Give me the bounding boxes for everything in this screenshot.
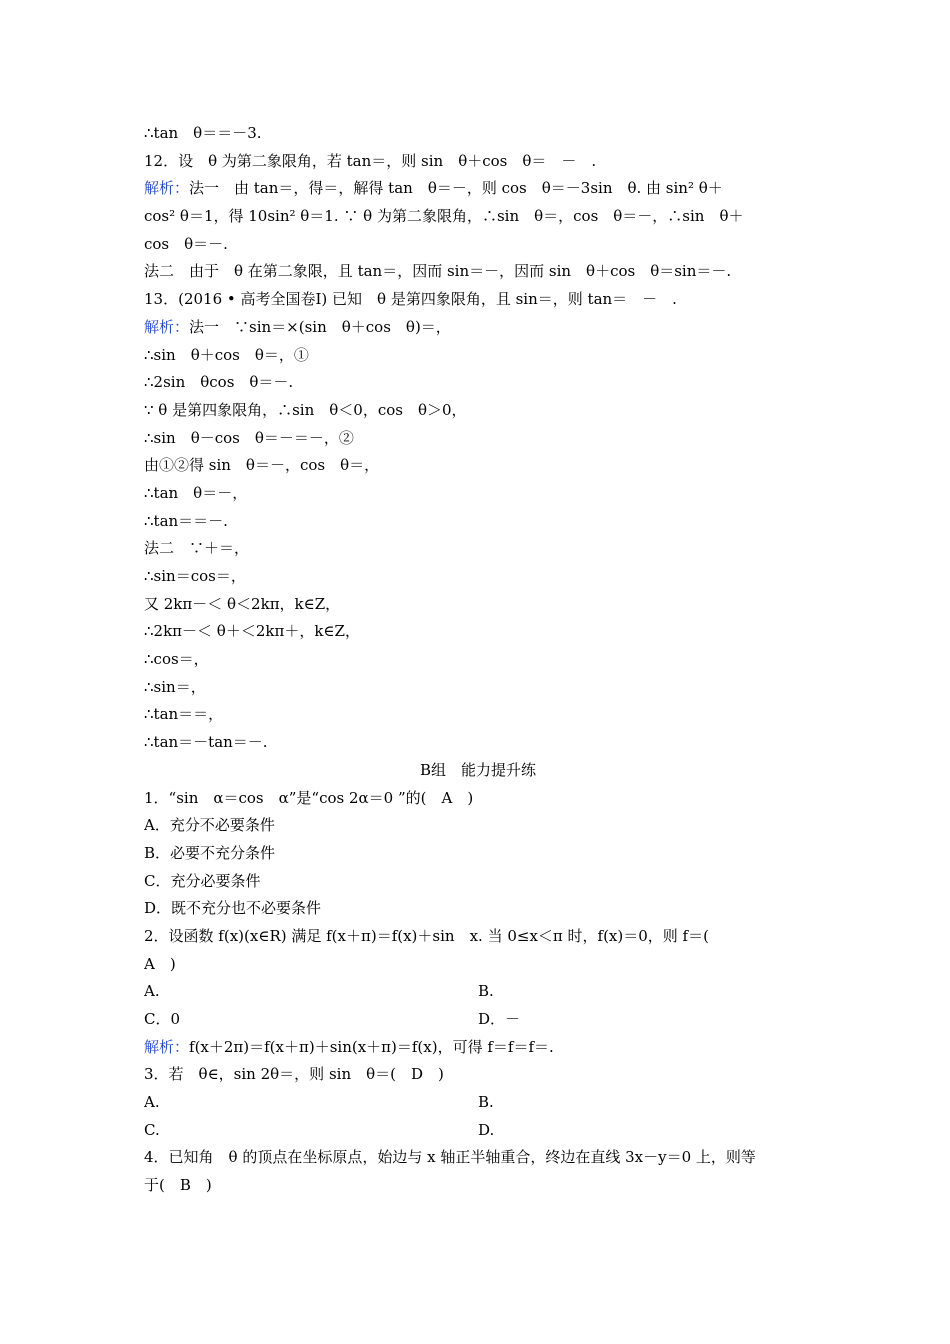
- analysis-text: 法一 ∵sin＝×(sin θ＋cos θ)＝，: [189, 317, 451, 336]
- text-line: cos θ＝－.: [144, 234, 228, 253]
- text-line: ∴2kπ－＜ θ＋＜2kπ＋，k∈Z，: [144, 622, 360, 641]
- analysis-line: [144, 175, 812, 203]
- text-line: ∴2sin θcos θ＝－.: [144, 373, 294, 392]
- text-line: 1．“sin α＝cos α”是“cos 2α＝0 ”的( A ): [144, 788, 474, 807]
- text-line: D．既不充分也不必要条件: [144, 899, 322, 918]
- text-line: ∴sin θ＋cos θ＝，①: [144, 345, 309, 364]
- text-line: ∴cos＝，: [144, 650, 209, 669]
- text-line: 3．若 θ∈，sin 2θ＝，则 sin θ＝( D ): [144, 1065, 444, 1084]
- text-line: ∴tan θ＝＝－3.: [144, 124, 262, 142]
- analysis-text: 法一 由 tan＝，得＝，解得 tan θ＝－，则 cos θ＝－3sin θ. 由 sin² θ＋: [189, 179, 723, 198]
- text-line: cos² θ＝1，得 10sin² θ＝1. ∵ θ 为第二象限角，∴sin θ＝，cos θ＝－，∴sin θ＋: [144, 207, 744, 226]
- text-line: 13．(2016 • 高考全国卷Ⅰ) 已知 θ 是第四象限角，且 sin＝，则 tan＝ － .: [144, 290, 677, 309]
- text-line: 12．设 θ 为第二象限角，若 tan＝，则 sin θ＋cos θ＝ － .: [144, 151, 597, 170]
- option-left: C．0: [144, 1010, 181, 1028]
- option-row: [144, 1089, 812, 1117]
- text-line: B．必要不充分条件: [144, 843, 276, 862]
- analysis-line: [144, 1034, 812, 1062]
- text-line: ∴tan＝＝，: [144, 705, 224, 724]
- option-right: D.: [478, 1120, 495, 1139]
- option-left: C.: [144, 1120, 160, 1139]
- text-line: 于( B ): [144, 1176, 212, 1195]
- analysis-text: f(x＋2π)＝f(x＋π)＋sin(x＋π)＝f(x)，可得 f＝f＝f＝.: [189, 1037, 554, 1056]
- section-heading: B组 能力提升练: [419, 760, 537, 779]
- option-row: [144, 1117, 812, 1145]
- analysis-label: 解析：: [144, 1037, 190, 1056]
- text-line: A ): [144, 954, 176, 973]
- text-line: 由①②得 sin θ＝－，cos θ＝，: [144, 456, 380, 475]
- text-line: ∴sin θ－cos θ＝－＝－，②: [144, 428, 354, 447]
- option-right: B.: [478, 982, 494, 1001]
- document-body: [144, 120, 812, 1200]
- option-left: A.: [144, 1093, 160, 1112]
- text-line: C．充分必要条件: [144, 871, 261, 890]
- text-line: ∴tan＝－tan＝－.: [144, 733, 268, 752]
- option-right: B.: [478, 1093, 494, 1112]
- text-line: ∴tan＝＝－.: [144, 511, 228, 530]
- text-line: A．充分不必要条件: [144, 816, 275, 835]
- analysis-line: [144, 314, 812, 342]
- text-line: 又 2kπ－＜ θ＜2kπ，k∈Z，: [144, 594, 341, 613]
- text-line: 2．设函数 f(x)(x∈R) 满足 f(x＋π)＝f(x)＋sin x. 当 0≤x＜π 时，f(x)＝0，则 f＝(: [144, 926, 709, 945]
- text-line: ∴sin＝，: [144, 677, 206, 696]
- analysis-label: 解析：: [144, 317, 190, 336]
- text-line: 法二 ∵＋＝，: [144, 539, 250, 558]
- option-right: D．－: [478, 1010, 521, 1028]
- option-left: A.: [144, 982, 160, 1001]
- text-line: ∴tan θ＝－，: [144, 483, 248, 502]
- text-line: ∴sin＝cos＝，: [144, 567, 246, 585]
- option-row: [144, 978, 812, 1006]
- text-line: 4．已知角 θ 的顶点在坐标原点，始边与 x 轴正半轴重合，终边在直线 3x－y＝0 上，则等: [144, 1148, 756, 1167]
- option-row: [144, 1006, 812, 1034]
- analysis-label: 解析：: [144, 179, 190, 198]
- text-line: 法二 由于 θ 在第二象限，且 tan＝，因而 sin＝－，因而 sin θ＋cos θ＝sin＝－.: [144, 262, 732, 281]
- text-line: ∵ θ 是第四象限角，∴sin θ＜0，cos θ＞0，: [144, 400, 467, 419]
